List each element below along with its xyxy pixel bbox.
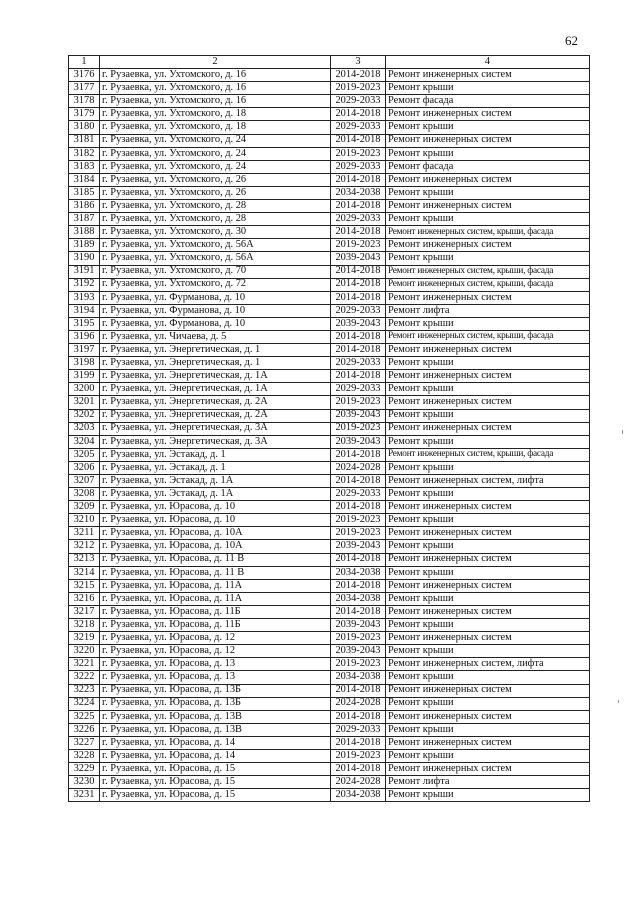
period-cell: 2029-2033 <box>331 304 386 317</box>
row-number: 3206 <box>69 461 100 474</box>
address-cell: г. Рузаевка, ул. Юрасова, д. 10А <box>100 527 331 540</box>
row-number: 3229 <box>69 763 100 776</box>
work-type-cell: Ремонт лифта <box>386 776 590 789</box>
row-number: 3203 <box>69 422 100 435</box>
table-row <box>69 396 590 409</box>
period-cell: 2014-2018 <box>331 501 386 514</box>
table-row <box>69 435 590 448</box>
period-cell: 2019-2023 <box>331 514 386 527</box>
address-cell: г. Рузаевка, ул. Юрасова, д. 12 <box>100 645 331 658</box>
address-cell: г. Рузаевка, ул. Юрасова, д. 11Б <box>100 619 331 632</box>
period-cell: 2039-2043 <box>331 619 386 632</box>
address-cell: г. Рузаевка, ул. Юрасова, д. 10А <box>100 540 331 553</box>
row-number: 3182 <box>69 147 100 160</box>
table-row <box>69 278 590 291</box>
table-row <box>69 684 590 697</box>
address-cell: г. Рузаевка, ул. Ухтомского, д. 18 <box>100 108 331 121</box>
table-row <box>69 448 590 461</box>
work-type-cell: Ремонт крыши <box>386 121 590 134</box>
row-number: 3228 <box>69 749 100 762</box>
period-cell: 2039-2043 <box>331 540 386 553</box>
period-cell: 2034-2038 <box>331 186 386 199</box>
work-type-cell: Ремонт крыши <box>386 357 590 370</box>
work-type-cell: Ремонт инженерных систем <box>386 736 590 749</box>
address-cell: г. Рузаевка, ул. Юрасова, д. 13 <box>100 658 331 671</box>
work-type-cell: Ремонт инженерных систем <box>386 710 590 723</box>
work-type-cell: Ремонт инженерных систем <box>386 396 590 409</box>
work-type-cell: Ремонт инженерных систем <box>386 69 590 82</box>
table-row <box>69 82 590 95</box>
address-cell: г. Рузаевка, ул. Юрасова, д. 14 <box>100 749 331 762</box>
address-cell: г. Рузаевка, ул. Фурманова, д. 10 <box>100 317 331 330</box>
address-cell: г. Рузаевка, ул. Энергетическая, д. 2А <box>100 396 331 409</box>
table-row <box>69 108 590 121</box>
address-cell: г. Рузаевка, ул. Энергетическая, д. 1 <box>100 344 331 357</box>
address-cell: г. Рузаевка, ул. Юрасова, д. 15 <box>100 776 331 789</box>
address-cell: г. Рузаевка, ул. Ухтомского, д. 16 <box>100 95 331 108</box>
work-type-cell: Ремонт крыши <box>386 514 590 527</box>
table-row <box>69 409 590 422</box>
period-cell: 2014-2018 <box>331 475 386 488</box>
address-cell: г. Рузаевка, ул. Энергетическая, д. 1А <box>100 383 331 396</box>
address-cell: г. Рузаевка, ул. Юрасова, д. 11А <box>100 579 331 592</box>
header-row <box>69 56 590 69</box>
address-cell: г. Рузаевка, ул. Ухтомского, д. 70 <box>100 265 331 278</box>
period-cell: 2014-2018 <box>331 69 386 82</box>
period-cell: 2029-2033 <box>331 723 386 736</box>
period-cell: 2014-2018 <box>331 448 386 461</box>
period-cell: 2029-2033 <box>331 357 386 370</box>
work-type-cell: Ремонт инженерных систем <box>386 344 590 357</box>
work-type-cell: Ремонт крыши <box>386 213 590 226</box>
work-type-cell: Ремонт инженерных систем <box>386 291 590 304</box>
work-type-cell: Ремонт крыши <box>386 592 590 605</box>
row-number: 3177 <box>69 82 100 95</box>
address-cell: г. Рузаевка, ул. Юрасова, д. 11 В <box>100 566 331 579</box>
table-row <box>69 514 590 527</box>
period-cell: 2019-2023 <box>331 396 386 409</box>
address-cell: г. Рузаевка, ул. Ухтомского, д. 26 <box>100 173 331 186</box>
period-cell: 2029-2033 <box>331 213 386 226</box>
work-type-cell: Ремонт крыши <box>386 789 590 802</box>
work-type-cell: Ремонт инженерных систем, крыши, фасада <box>386 265 590 278</box>
work-type-cell: Ремонт инженерных систем <box>386 684 590 697</box>
row-number: 3187 <box>69 213 100 226</box>
row-number: 3205 <box>69 448 100 461</box>
table-row <box>69 553 590 566</box>
address-cell: г. Рузаевка, ул. Юрасова, д. 10 <box>100 514 331 527</box>
row-number: 3219 <box>69 632 100 645</box>
row-number: 3184 <box>69 173 100 186</box>
table-row <box>69 186 590 199</box>
address-cell: г. Рузаевка, ул. Чичаева, д. 5 <box>100 330 331 343</box>
work-type-cell: Ремонт лифта <box>386 304 590 317</box>
address-cell: г. Рузаевка, ул. Ухтомского, д. 56А <box>100 239 331 252</box>
column-header-3: 3 <box>331 56 386 69</box>
table-row <box>69 671 590 684</box>
address-cell: г. Рузаевка, ул. Юрасова, д. 15 <box>100 763 331 776</box>
table-row <box>69 789 590 802</box>
table-row <box>69 173 590 186</box>
row-number: 3222 <box>69 671 100 684</box>
table-row <box>69 592 590 605</box>
table-row <box>69 304 590 317</box>
row-number: 3199 <box>69 370 100 383</box>
row-number: 3212 <box>69 540 100 553</box>
period-cell: 2039-2043 <box>331 645 386 658</box>
table-row <box>69 749 590 762</box>
work-type-cell: Ремонт крыши <box>386 383 590 396</box>
table-row <box>69 566 590 579</box>
table-row <box>69 736 590 749</box>
table-row <box>69 579 590 592</box>
period-cell: 2034-2038 <box>331 671 386 684</box>
row-number: 3176 <box>69 69 100 82</box>
address-cell: г. Рузаевка, ул. Ухтомского, д. 18 <box>100 121 331 134</box>
work-type-cell: Ремонт крыши <box>386 697 590 710</box>
address-cell: г. Рузаевка, ул. Юрасова, д. 13Б <box>100 684 331 697</box>
row-number: 3197 <box>69 344 100 357</box>
address-cell: г. Рузаевка, ул. Эстакад, д. 1 <box>100 461 331 474</box>
table-row <box>69 239 590 252</box>
work-type-cell: Ремонт крыши <box>386 252 590 265</box>
row-number: 3195 <box>69 317 100 330</box>
address-cell: г. Рузаевка, ул. Ухтомского, д. 72 <box>100 278 331 291</box>
work-type-cell: Ремонт инженерных систем <box>386 501 590 514</box>
table-row <box>69 344 590 357</box>
period-cell: 2029-2033 <box>331 488 386 501</box>
row-number: 3220 <box>69 645 100 658</box>
row-number: 3223 <box>69 684 100 697</box>
table-row <box>69 710 590 723</box>
period-cell: 2014-2018 <box>331 579 386 592</box>
row-number: 3225 <box>69 710 100 723</box>
work-type-cell: Ремонт крыши <box>386 749 590 762</box>
period-cell: 2029-2033 <box>331 383 386 396</box>
work-type-cell: Ремонт крыши <box>386 488 590 501</box>
row-number: 3191 <box>69 265 100 278</box>
period-cell: 2034-2038 <box>331 592 386 605</box>
row-number: 3198 <box>69 357 100 370</box>
period-cell: 2029-2033 <box>331 121 386 134</box>
work-type-cell: Ремонт фасада <box>386 95 590 108</box>
work-type-cell: Ремонт инженерных систем <box>386 173 590 186</box>
period-cell: 2029-2033 <box>331 160 386 173</box>
work-type-cell: Ремонт крыши <box>386 540 590 553</box>
table-row <box>69 605 590 618</box>
table-row <box>69 697 590 710</box>
period-cell: 2014-2018 <box>331 710 386 723</box>
row-number: 3208 <box>69 488 100 501</box>
repair-schedule-table <box>68 55 590 802</box>
row-number: 3210 <box>69 514 100 527</box>
row-number: 3181 <box>69 134 100 147</box>
row-number: 3214 <box>69 566 100 579</box>
table-row <box>69 501 590 514</box>
work-type-cell: Ремонт инженерных систем <box>386 553 590 566</box>
work-type-cell: Ремонт крыши <box>386 147 590 160</box>
table-row <box>69 763 590 776</box>
table-row <box>69 422 590 435</box>
table-row <box>69 95 590 108</box>
row-number: 3207 <box>69 475 100 488</box>
address-cell: г. Рузаевка, ул. Ухтомского, д. 24 <box>100 160 331 173</box>
work-type-cell: Ремонт крыши <box>386 186 590 199</box>
row-number: 3178 <box>69 95 100 108</box>
period-cell: 2019-2023 <box>331 82 386 95</box>
table-row <box>69 370 590 383</box>
table-row <box>69 776 590 789</box>
address-cell: г. Рузаевка, ул. Энергетическая, д. 1 <box>100 357 331 370</box>
work-type-cell: Ремонт крыши <box>386 619 590 632</box>
address-cell: г. Рузаевка, ул. Фурманова, д. 10 <box>100 304 331 317</box>
period-cell: 2014-2018 <box>331 265 386 278</box>
row-number: 3204 <box>69 435 100 448</box>
work-type-cell: Ремонт инженерных систем <box>386 579 590 592</box>
table-row <box>69 330 590 343</box>
address-cell: г. Рузаевка, ул. Ухтомского, д. 16 <box>100 82 331 95</box>
table-row <box>69 200 590 213</box>
table-row <box>69 134 590 147</box>
row-number: 3185 <box>69 186 100 199</box>
period-cell: 2014-2018 <box>331 291 386 304</box>
period-cell: 2019-2023 <box>331 239 386 252</box>
work-type-cell: Ремонт инженерных систем <box>386 422 590 435</box>
row-number: 3201 <box>69 396 100 409</box>
address-cell: г. Рузаевка, ул. Юрасова, д. 10 <box>100 501 331 514</box>
table-row <box>69 121 590 134</box>
row-number: 3196 <box>69 330 100 343</box>
address-cell: г. Рузаевка, ул. Ухтомского, д. 24 <box>100 147 331 160</box>
period-cell: 2024-2028 <box>331 776 386 789</box>
period-cell: 2014-2018 <box>331 134 386 147</box>
period-cell: 2034-2038 <box>331 566 386 579</box>
period-cell: 2029-2033 <box>331 95 386 108</box>
row-number: 3202 <box>69 409 100 422</box>
address-cell: г. Рузаевка, ул. Энергетическая, д. 3А <box>100 435 331 448</box>
work-type-cell: Ремонт инженерных систем <box>386 527 590 540</box>
period-cell: 2014-2018 <box>331 605 386 618</box>
period-cell: 2014-2018 <box>331 736 386 749</box>
address-cell: г. Рузаевка, ул. Юрасова, д. 13 <box>100 671 331 684</box>
table-row <box>69 540 590 553</box>
period-cell: 2019-2023 <box>331 422 386 435</box>
row-number: 3216 <box>69 592 100 605</box>
table-row <box>69 632 590 645</box>
row-number: 3193 <box>69 291 100 304</box>
row-number: 3218 <box>69 619 100 632</box>
address-cell: г. Рузаевка, ул. Эстакад, д. 1А <box>100 488 331 501</box>
period-cell: 2034-2038 <box>331 789 386 802</box>
table-row <box>69 317 590 330</box>
period-cell: 2039-2043 <box>331 317 386 330</box>
period-cell: 2024-2028 <box>331 461 386 474</box>
table-row <box>69 488 590 501</box>
work-type-cell: Ремонт крыши <box>386 435 590 448</box>
period-cell: 2019-2023 <box>331 749 386 762</box>
address-cell: г. Рузаевка, ул. Энергетическая, д. 3А <box>100 422 331 435</box>
work-type-cell: Ремонт инженерных систем, крыши, фасада <box>386 226 590 239</box>
work-type-cell: Ремонт инженерных систем <box>386 239 590 252</box>
work-type-cell: Ремонт инженерных систем, лифта <box>386 475 590 488</box>
address-cell: г. Рузаевка, ул. Эстакад, д. 1 <box>100 448 331 461</box>
table-row <box>69 265 590 278</box>
period-cell: 2019-2023 <box>331 632 386 645</box>
table-row <box>69 160 590 173</box>
row-number: 3188 <box>69 226 100 239</box>
period-cell: 2019-2023 <box>331 527 386 540</box>
row-number: 3190 <box>69 252 100 265</box>
period-cell: 2024-2028 <box>331 697 386 710</box>
table-row <box>69 658 590 671</box>
work-type-cell: Ремонт инженерных систем, крыши, фасада <box>386 448 590 461</box>
row-number: 3230 <box>69 776 100 789</box>
address-cell: г. Рузаевка, ул. Юрасова, д. 14 <box>100 736 331 749</box>
work-type-cell: Ремонт инженерных систем <box>386 200 590 213</box>
table-row <box>69 226 590 239</box>
work-type-cell: Ремонт крыши <box>386 409 590 422</box>
table-row <box>69 383 590 396</box>
period-cell: 2014-2018 <box>331 108 386 121</box>
table-row <box>69 252 590 265</box>
scan-mark <box>618 700 619 703</box>
address-cell: г. Рузаевка, ул. Ухтомского, д. 28 <box>100 200 331 213</box>
address-cell: г. Рузаевка, ул. Ухтомского, д. 16 <box>100 69 331 82</box>
column-header-4: 4 <box>386 56 590 69</box>
work-type-cell: Ремонт инженерных систем, крыши, фасада <box>386 278 590 291</box>
row-number: 3186 <box>69 200 100 213</box>
work-type-cell: Ремонт инженерных систем <box>386 370 590 383</box>
work-type-cell: Ремонт фасада <box>386 160 590 173</box>
work-type-cell: Ремонт инженерных систем <box>386 108 590 121</box>
scan-mark <box>622 430 623 434</box>
page-number: 62 <box>565 33 578 48</box>
row-number: 3192 <box>69 278 100 291</box>
work-type-cell: Ремонт крыши <box>386 723 590 736</box>
period-cell: 2014-2018 <box>331 278 386 291</box>
period-cell: 2014-2018 <box>331 330 386 343</box>
table-row <box>69 527 590 540</box>
period-cell: 2019-2023 <box>331 147 386 160</box>
row-number: 3179 <box>69 108 100 121</box>
address-cell: г. Рузаевка, ул. Ухтомского, д. 26 <box>100 186 331 199</box>
row-number: 3213 <box>69 553 100 566</box>
address-cell: г. Рузаевка, ул. Юрасова, д. 13В <box>100 710 331 723</box>
work-type-cell: Ремонт инженерных систем <box>386 134 590 147</box>
table-row <box>69 645 590 658</box>
address-cell: г. Рузаевка, ул. Фурманова, д. 10 <box>100 291 331 304</box>
address-cell: г. Рузаевка, ул. Юрасова, д. 13Б <box>100 697 331 710</box>
work-type-cell: Ремонт инженерных систем, лифта <box>386 658 590 671</box>
work-type-cell: Ремонт крыши <box>386 317 590 330</box>
work-type-cell: Ремонт инженерных систем, крыши, фасада <box>386 330 590 343</box>
table-row <box>69 723 590 736</box>
row-number: 3215 <box>69 579 100 592</box>
column-header-2: 2 <box>100 56 331 69</box>
address-cell: г. Рузаевка, ул. Ухтомского, д. 28 <box>100 213 331 226</box>
row-number: 3194 <box>69 304 100 317</box>
work-type-cell: Ремонт крыши <box>386 671 590 684</box>
period-cell: 2039-2043 <box>331 435 386 448</box>
address-cell: г. Рузаевка, ул. Юрасова, д. 13В <box>100 723 331 736</box>
row-number: 3226 <box>69 723 100 736</box>
table-row <box>69 475 590 488</box>
table-row <box>69 147 590 160</box>
address-cell: г. Рузаевка, ул. Юрасова, д. 11 В <box>100 553 331 566</box>
address-cell: г. Рузаевка, ул. Ухтомского, д. 30 <box>100 226 331 239</box>
address-cell: г. Рузаевка, ул. Юрасова, д. 15 <box>100 789 331 802</box>
row-number: 3231 <box>69 789 100 802</box>
work-type-cell: Ремонт инженерных систем <box>386 632 590 645</box>
period-cell: 2014-2018 <box>331 226 386 239</box>
period-cell: 2014-2018 <box>331 684 386 697</box>
table-body <box>69 69 590 802</box>
address-cell: г. Рузаевка, ул. Энергетическая, д. 2А <box>100 409 331 422</box>
row-number: 3180 <box>69 121 100 134</box>
row-number: 3217 <box>69 605 100 618</box>
table-row <box>69 213 590 226</box>
work-type-cell: Ремонт крыши <box>386 82 590 95</box>
period-cell: 2014-2018 <box>331 173 386 186</box>
address-cell: г. Рузаевка, ул. Ухтомского, д. 24 <box>100 134 331 147</box>
work-type-cell: Ремонт крыши <box>386 645 590 658</box>
period-cell: 2014-2018 <box>331 763 386 776</box>
table-row <box>69 357 590 370</box>
row-number: 3200 <box>69 383 100 396</box>
period-cell: 2014-2018 <box>331 553 386 566</box>
period-cell: 2014-2018 <box>331 200 386 213</box>
row-number: 3221 <box>69 658 100 671</box>
address-cell: г. Рузаевка, ул. Юрасова, д. 11А <box>100 592 331 605</box>
table-row <box>69 461 590 474</box>
period-cell: 2014-2018 <box>331 344 386 357</box>
row-number: 3183 <box>69 160 100 173</box>
work-type-cell: Ремонт крыши <box>386 461 590 474</box>
address-cell: г. Рузаевка, ул. Энергетическая, д. 1А <box>100 370 331 383</box>
period-cell: 2039-2043 <box>331 252 386 265</box>
table-row <box>69 291 590 304</box>
table-row <box>69 619 590 632</box>
period-cell: 2019-2023 <box>331 658 386 671</box>
address-cell: г. Рузаевка, ул. Эстакад, д. 1А <box>100 475 331 488</box>
column-header-1: 1 <box>69 56 100 69</box>
row-number: 3224 <box>69 697 100 710</box>
period-cell: 2039-2043 <box>331 409 386 422</box>
row-number: 3211 <box>69 527 100 540</box>
period-cell: 2014-2018 <box>331 370 386 383</box>
row-number: 3227 <box>69 736 100 749</box>
work-type-cell: Ремонт крыши <box>386 566 590 579</box>
address-cell: г. Рузаевка, ул. Юрасова, д. 11Б <box>100 605 331 618</box>
address-cell: г. Рузаевка, ул. Юрасова, д. 12 <box>100 632 331 645</box>
row-number: 3209 <box>69 501 100 514</box>
work-type-cell: Ремонт инженерных систем <box>386 605 590 618</box>
row-number: 3189 <box>69 239 100 252</box>
table-row <box>69 69 590 82</box>
address-cell: г. Рузаевка, ул. Ухтомского, д. 56А <box>100 252 331 265</box>
work-type-cell: Ремонт инженерных систем <box>386 763 590 776</box>
